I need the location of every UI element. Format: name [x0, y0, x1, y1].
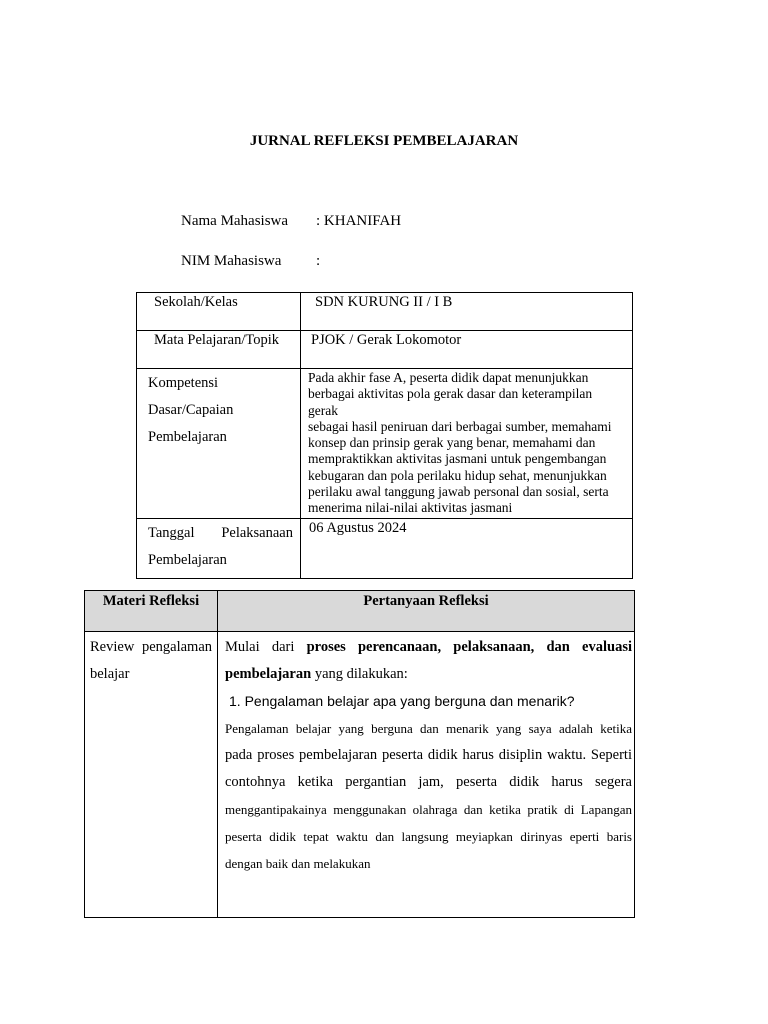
question-cell: [218, 632, 635, 918]
subject-value: PJOK / Gerak Lokomotor: [301, 331, 633, 369]
header-material: Materi Refleksi: [85, 591, 218, 632]
competency-line: berbagai aktivitas pola gerak dasar dan keterampilan gerak: [308, 386, 593, 418]
date-label: [137, 518, 301, 578]
school-value: SDN KURUNG II / I B: [301, 293, 633, 331]
date-label-line: Pembelajaran: [148, 551, 227, 568]
answer-line: peserta didik tepat waktu dan langsung meyiapkan dirinyas eperti baris: [225, 829, 632, 844]
student-name-value: : KHANIFAH: [316, 213, 402, 229]
info-table: [136, 292, 633, 579]
subject-row: [137, 331, 633, 369]
date-value: 06 Agustus 2024: [301, 518, 633, 578]
intro-bold: proses perencanaan, pelaksanaan, dan evaluasi: [306, 639, 632, 655]
reflection-header-row: [85, 591, 635, 632]
date-label-line: Tanggal Pelaksanaan: [148, 524, 293, 541]
competency-value: [301, 369, 633, 519]
reflection-row: [85, 632, 635, 918]
competency-line: konsep dan prinsip gerak yang benar, memahami dan: [308, 435, 596, 451]
competency-line: sebagai hasil peniruan dari berbagai sumber, memahami: [308, 418, 612, 434]
student-nim-row: [181, 253, 320, 270]
intro-line: [225, 634, 632, 661]
reflection-table: [84, 590, 635, 918]
answer-line: contohnya ketika pergantian jam, peserta didik harus segera: [225, 774, 632, 790]
intro-prefix: Mulai dari: [225, 639, 307, 655]
student-nim-value: :: [316, 253, 321, 269]
material-cell: [85, 632, 218, 918]
intro-bold: pembelajaran: [225, 666, 312, 682]
header-question: Pertanyaan Refleksi: [218, 591, 635, 632]
competency-line: mempraktikkan aktivitas jasmani untuk pengembangan: [308, 451, 607, 467]
competency-line: perilaku awal tanggung jawab personal dan sosial, serta: [308, 484, 609, 500]
answer-line: menggantipakainya menggunakan olahraga dan ketika pratik di Lapangan: [225, 802, 632, 817]
material-line: belajar: [90, 666, 130, 682]
competency-line: menerima nilai-nilai aktivitas jasmani: [308, 500, 513, 516]
document-title: JURNAL REFLEKSI PEMBELAJARAN: [249, 133, 519, 149]
competency-label: [137, 369, 301, 519]
intro-suffix: yang dilakukan:: [311, 666, 408, 682]
date-row: [137, 518, 633, 578]
subject-label: Mata Pelajaran/Topik: [137, 331, 301, 369]
competency-label-line: Pembelajaran: [148, 429, 227, 445]
answer-line: dengan baik dan melakukan: [225, 856, 371, 871]
question-item: 1. Pengalaman belajar apa yang berguna dan menarik?: [229, 693, 575, 709]
competency-label-line: Kompetensi: [148, 375, 219, 391]
competency-label-line: Dasar/Capaian: [148, 402, 234, 418]
intro-line: [225, 661, 632, 688]
student-nim-label: NIM Mahasiswa: [181, 253, 282, 269]
competency-line: kebugaran dan pola perilaku hidup sehat, menunjukkan: [308, 467, 607, 483]
competency-row: [137, 369, 633, 519]
student-name-row: [181, 213, 401, 230]
answer-line: Pengalaman belajar yang berguna dan menarik yang saya adalah ketika: [225, 721, 632, 736]
competency-line: Pada akhir fase A, peserta didik dapat menunjukkan: [308, 370, 589, 385]
student-name-label: Nama Mahasiswa: [181, 213, 289, 229]
school-label: Sekolah/Kelas: [137, 293, 301, 331]
school-row: [137, 293, 633, 331]
answer-line: pada proses pembelajaran peserta didik harus disiplin waktu. Seperti: [225, 747, 632, 763]
material-line: Review pengalaman: [90, 639, 212, 655]
